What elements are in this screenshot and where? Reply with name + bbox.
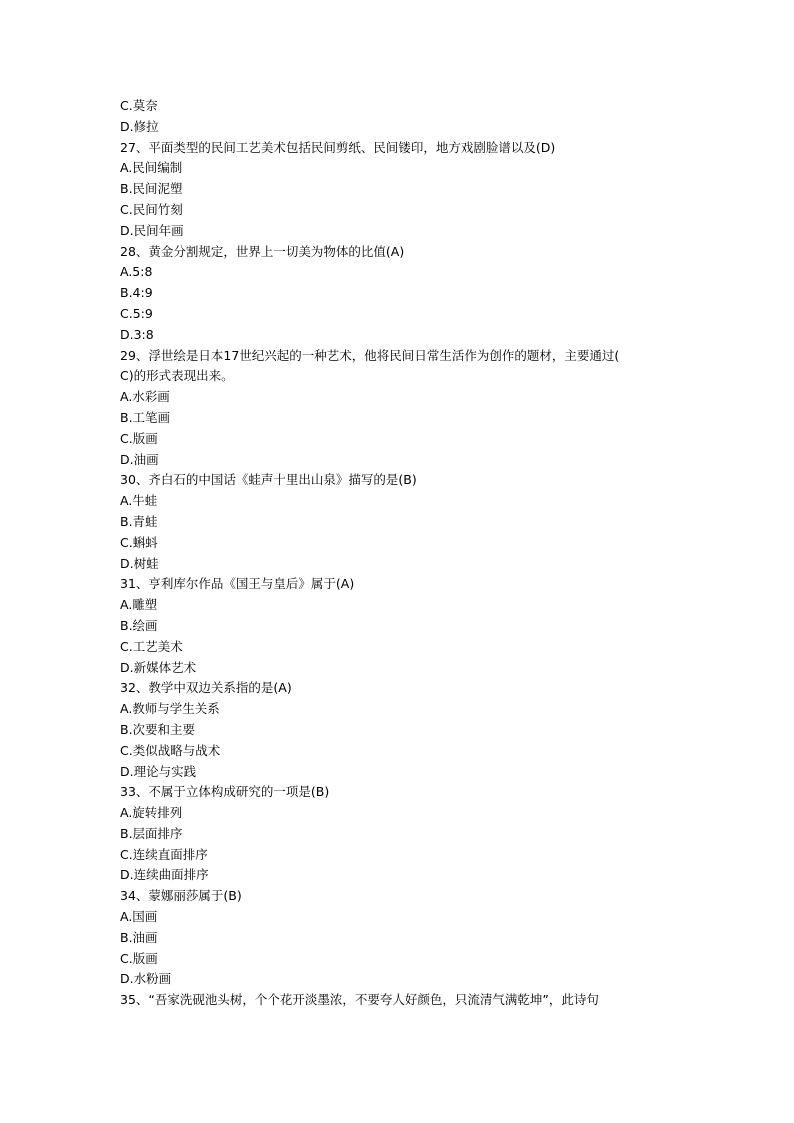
option-line: C.蝌蚪 xyxy=(120,534,158,550)
question-line: 29、浮世绘是日本17世纪兴起的一种艺术，他将民间日常生活作为创作的题材，主要通过( xyxy=(120,347,620,363)
option-line: C.工艺美术 xyxy=(120,638,183,654)
option-line: C.连续直面排序 xyxy=(120,846,208,862)
option-line: A.旋转排列 xyxy=(120,805,183,821)
option-line: D.3:8 xyxy=(120,326,154,342)
option-line: D.树蛙 xyxy=(120,555,159,571)
option-line: A.民间编制 xyxy=(120,160,183,176)
option-line: B.4:9 xyxy=(120,285,153,301)
option-line: A.水彩画 xyxy=(120,389,170,405)
question-line-continued: C)的形式表现出来。 xyxy=(120,368,234,384)
question-line: 33、不属于立体构成研究的一项是(B) xyxy=(120,784,330,800)
option-line: D.民间年画 xyxy=(120,222,184,238)
option-line: B.青蛙 xyxy=(120,513,158,529)
option-line: B.工笔画 xyxy=(120,409,171,425)
option-line: D.水粉画 xyxy=(120,971,172,987)
option-line: D.新媒体艺术 xyxy=(120,659,197,675)
option-line: B.油画 xyxy=(120,929,158,945)
question-line: 27、平面类型的民间工艺美术包括民间剪纸、民间镂印，地方戏剧脸谱以及(D) xyxy=(120,139,556,155)
question-line: 35、“吾家洗砚池头树，个个花开淡墨浓，不要夸人好颜色，只流清气满乾坤”，此诗句 xyxy=(120,992,599,1008)
option-line: B.层面排序 xyxy=(120,825,183,841)
option-line: C.版画 xyxy=(120,430,158,446)
text-line: D.修拉 xyxy=(120,118,159,134)
option-line: C.民间竹刻 xyxy=(120,201,183,217)
option-line: B.次要和主要 xyxy=(120,721,196,737)
document-body xyxy=(120,96,680,1011)
option-line: C.5:9 xyxy=(120,305,153,321)
question-line: 31、亨利库尔作品《国王与皇后》属于(A) xyxy=(120,576,355,592)
question-line: 32、教学中双边关系指的是(A) xyxy=(120,680,292,696)
option-line: D.油画 xyxy=(120,451,159,467)
text-line: C.莫奈 xyxy=(120,98,158,113)
option-line: B.绘画 xyxy=(120,617,158,633)
option-line: A.教师与学生关系 xyxy=(120,701,220,717)
option-line: A.国画 xyxy=(120,909,158,925)
option-line: D.理论与实践 xyxy=(120,763,197,779)
question-line: 34、蒙娜丽莎属于(B) xyxy=(120,888,242,904)
option-line: C.版画 xyxy=(120,950,158,966)
question-line: 28、黄金分割规定，世界上一切美为物体的比值(A) xyxy=(120,243,405,259)
option-line: D.连续曲面排序 xyxy=(120,867,209,883)
option-line: C.类似战略与战术 xyxy=(120,742,221,758)
option-line: A.牛蛙 xyxy=(120,493,158,509)
option-line: A.5:8 xyxy=(120,264,153,280)
question-line: 30、齐白石的中国话《蛙声十里出山泉》描写的是(B) xyxy=(120,472,417,488)
option-line: A.雕塑 xyxy=(120,597,158,613)
option-line: B.民间泥塑 xyxy=(120,181,183,197)
